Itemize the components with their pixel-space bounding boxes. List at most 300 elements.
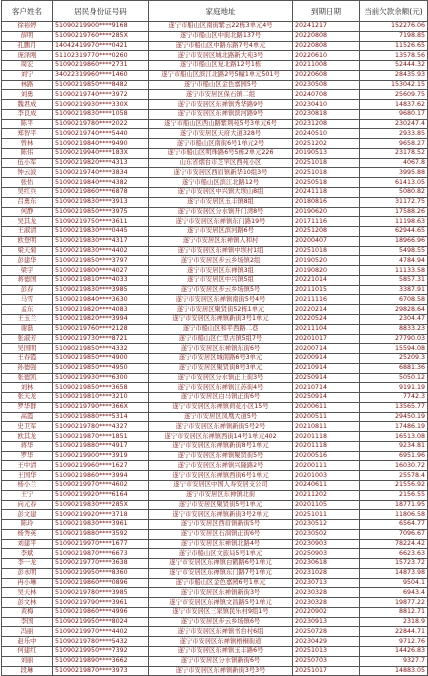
cell-amount: 61413.05 xyxy=(360,178,428,188)
cell-address: 遂宁市安居区东禅镇南街5号4号 xyxy=(149,295,293,305)
cell-due-date: 20230512 xyxy=(293,520,360,530)
cell-id-number: 51090219930****330X xyxy=(53,100,149,110)
cell-id-number: 51090219850****4950 xyxy=(53,363,149,373)
table-row xyxy=(2,314,428,324)
cell-address: 遂宁市安居区东禅镇梧桐街道 xyxy=(149,637,293,647)
table-row xyxy=(2,80,428,90)
table-row xyxy=(2,363,428,373)
cell-amount: 15594.08 xyxy=(360,344,428,354)
cell-amount: 9327.7 xyxy=(360,656,428,666)
cell-name: 薛明 xyxy=(2,31,53,41)
cell-due-date: 20190513 xyxy=(293,148,360,158)
cell-amount: 11133.58 xyxy=(360,266,428,276)
cell-address: 遂宁市安居区东禅镇书台村6组 xyxy=(149,627,293,637)
table-row xyxy=(2,100,428,110)
cell-id-number: 51090219860****0896 xyxy=(53,578,149,588)
cell-id-number: 51090219850****4900 xyxy=(53,354,149,364)
cell-id-number: 51090219950****8024 xyxy=(53,617,149,627)
cell-address: 遂宁市安居区东禅镇3组 xyxy=(149,266,293,276)
cell-name: 彭永明 xyxy=(2,568,53,578)
header-address: 家庭地址 xyxy=(149,1,293,22)
table-row xyxy=(2,22,428,32)
cell-id-number: 51090219830****4317 xyxy=(53,236,149,246)
cell-name: 伍小军 xyxy=(2,158,53,168)
cell-name: 徐裕婷 xyxy=(2,22,53,32)
table-body xyxy=(2,22,428,676)
cell-amount: 3387.91 xyxy=(360,285,428,295)
cell-due-date: 20201017 xyxy=(293,334,360,344)
table-row xyxy=(2,227,428,237)
cell-amount: 6623.63 xyxy=(360,549,428,559)
cell-id-number: 51090219800****4027 xyxy=(53,266,149,276)
cell-name: 刘建平 xyxy=(2,539,53,549)
cell-id-number: 51090219830****0445 xyxy=(53,227,149,237)
cell-name: 王春霞 xyxy=(2,354,53,364)
cell-name: 陈平 xyxy=(2,119,53,129)
cell-address: 遂宁市安居区步云乡场镇2组 xyxy=(149,256,293,266)
cell-address: 遂宁市安居区东禅镇新街3号1单元 xyxy=(149,314,293,324)
cell-due-date: 20251018 xyxy=(293,158,360,168)
cell-id-number: 51090219740****3834 xyxy=(53,168,149,178)
table-row xyxy=(2,354,428,364)
cell-due-date: 20251017 xyxy=(293,666,360,676)
cell-address: 遂宁市安居区中兴镇大坝山8组 xyxy=(149,188,293,198)
table-row xyxy=(2,217,428,227)
cell-due-date: 20190820 xyxy=(293,266,360,276)
cell-address: 遂宁市安居区聚贤街52栋1单元 xyxy=(149,305,293,315)
cell-amount: 6951.96 xyxy=(360,451,428,461)
cell-name: 王宁 xyxy=(2,490,53,500)
cell-name: 吴其龙 xyxy=(2,217,53,227)
cell-id-number: 51090219900****3919 xyxy=(53,451,149,461)
table-row xyxy=(2,344,428,354)
cell-amount: 14426.83 xyxy=(360,647,428,657)
cell-name: 王淑清 xyxy=(2,227,53,237)
cell-id-number: 51090219870****3973 xyxy=(53,666,149,676)
cell-amount: 62944.65 xyxy=(360,227,428,237)
cell-amount: 14837.62 xyxy=(360,100,428,110)
cell-name: 李斌 xyxy=(2,549,53,559)
cell-due-date: 20211008 xyxy=(293,61,360,71)
table-row xyxy=(2,412,428,422)
cell-id-number: 51090219810****3210 xyxy=(53,393,149,403)
cell-id-number: 51090219830****285X xyxy=(53,500,149,510)
cell-address: 遂宁市安居区东禅镇新街5号2号 xyxy=(149,422,293,432)
cell-name: 彭建华 xyxy=(2,256,53,266)
table-row xyxy=(2,31,428,41)
cell-amount: 13565.77 xyxy=(360,402,428,412)
cell-name: 彭文林 xyxy=(2,598,53,608)
cell-id-number: 51090219730****8721 xyxy=(53,334,149,344)
table-row xyxy=(2,90,428,100)
cell-due-date: 20220902 xyxy=(293,607,360,617)
cell-due-date: 20200516 xyxy=(293,451,360,461)
cell-due-date: 20220808 xyxy=(293,41,360,51)
cell-amount: 16030.72 xyxy=(360,461,428,471)
cell-due-date: 20221014 xyxy=(293,275,360,285)
table-row xyxy=(2,656,428,666)
table-row xyxy=(2,539,428,549)
cell-address: 遂宁市船山区中路东路7号4单元 xyxy=(149,41,293,51)
cell-name: 何建红 xyxy=(2,647,53,657)
cell-id-number: 51090219920****3718 xyxy=(53,510,149,520)
cell-due-date: 20241217 xyxy=(293,22,360,32)
table-row xyxy=(2,568,428,578)
cell-due-date: 20251013 xyxy=(293,647,360,657)
cell-id-number: 51090219830****3961 xyxy=(53,520,149,530)
cell-address: 遂宁市船山区滨江北路2号5幢1单元501号 xyxy=(149,70,293,80)
cell-due-date: 20201105 xyxy=(293,500,360,510)
cell-name: 郑智平 xyxy=(2,129,53,139)
cell-id-number: 51090219870****1851 xyxy=(53,432,149,442)
table-row xyxy=(2,461,428,471)
cell-name: 吴国明 xyxy=(2,344,53,354)
cell-due-date: 20230328 xyxy=(293,598,360,608)
cell-name: 冯丽 xyxy=(2,627,53,637)
cell-amount: 9658.27 xyxy=(360,139,428,149)
header-id-number: 居民身份证号码 xyxy=(53,1,149,22)
cell-due-date: 20250518 xyxy=(293,178,360,188)
table-row xyxy=(2,647,428,657)
cell-name: 高霞 xyxy=(2,412,53,422)
cell-name: 曾林 xyxy=(2,139,53,149)
cell-id-number: 51090219850****3797 xyxy=(53,256,149,266)
cell-id-number: 51090219820****4313 xyxy=(53,158,149,168)
cell-id-number: 51090219870****6673 xyxy=(53,549,149,559)
table-row xyxy=(2,510,428,520)
cell-due-date: 20230328 xyxy=(293,588,360,598)
table-row xyxy=(2,266,428,276)
cell-name: 李国 xyxy=(2,617,53,627)
cell-address: 遂宁市安居区分水镇开门湾8号 xyxy=(149,207,293,217)
cell-address: 遂宁市船山区中街北路137号 xyxy=(149,31,293,41)
table-row xyxy=(2,207,428,217)
cell-id-number: 51090219900****9168 xyxy=(53,22,149,32)
table-row xyxy=(2,70,428,80)
cell-id-number: 51102319770****0260 xyxy=(53,51,149,61)
table-row xyxy=(2,627,428,637)
cell-amount: 25609.75 xyxy=(360,90,428,100)
cell-address: 遂宁市安居区东禅镇北路4号 xyxy=(149,539,293,549)
cell-name: 杨小兰 xyxy=(2,480,53,490)
cell-name: 罗华群 xyxy=(2,402,53,412)
cell-address: 遂宁市安居区步云乡场镇6号 xyxy=(149,617,293,627)
cell-amount: 15723.72 xyxy=(360,559,428,569)
cell-amount: 25578.4 xyxy=(360,471,428,481)
table-row xyxy=(2,373,428,383)
cell-amount: 7096.67 xyxy=(360,529,428,539)
cell-address: 遂宁市安居区东禅镇荷花小区15号 xyxy=(149,402,293,412)
cell-due-date: 20230903 xyxy=(293,539,360,549)
cell-address: 遂宁市船山区明珠路6号5栋2单元226 xyxy=(149,148,293,158)
cell-amount: 28435.93 xyxy=(360,70,428,80)
cell-name: 杨秀英 xyxy=(2,529,53,539)
cell-address: 遂宁市船山区仁里古镇5组7号 xyxy=(149,334,293,344)
cell-address: 遂宁市安居区东禅镇东门路19号 xyxy=(149,217,293,227)
cell-due-date: 20171116 xyxy=(293,217,360,227)
cell-name: 刘丽 xyxy=(2,656,53,666)
table-row xyxy=(2,256,428,266)
cell-address: 遂宁市安居区东禅镇新街8号1单元 xyxy=(149,441,293,451)
cell-id-number: 51090219970****4402 xyxy=(53,627,149,637)
cell-due-date: 20180816 xyxy=(293,197,360,207)
cell-address: 遂宁市安居区东禅镇聚贤街5号 xyxy=(149,451,293,461)
cell-name: 孔鹏月 xyxy=(2,41,53,51)
cell-name: 钟云波 xyxy=(2,168,53,178)
cell-address: 遂宁市安居区滨河路6号 xyxy=(149,227,293,237)
cell-amount: 9191.19 xyxy=(360,383,428,393)
cell-address: 遂宁市安居区东禅镇人和村 xyxy=(149,236,293,246)
cell-id-number: 51090219820****4083 xyxy=(53,305,149,315)
cell-name: 向元春 xyxy=(2,500,53,510)
cell-id-number: 51090219950****8360 xyxy=(53,568,149,578)
cell-id-number: 51090219740****3972 xyxy=(53,90,149,100)
cell-amount: 3995.88 xyxy=(360,168,428,178)
cell-name: 何静 xyxy=(2,207,53,217)
cell-due-date: 20220610 xyxy=(293,51,360,61)
cell-due-date: 20251018 xyxy=(293,246,360,256)
cell-id-number: 51090219970****4602 xyxy=(53,480,149,490)
cell-address: 遂宁市安居区聚贤街5号1单元 xyxy=(149,500,293,510)
table-row xyxy=(2,236,428,246)
table-row xyxy=(2,598,428,608)
cell-due-date: 20201003 xyxy=(293,471,360,481)
table-row xyxy=(2,285,428,295)
cell-amount: 25209.3 xyxy=(360,354,428,364)
cell-due-date: 20240708 xyxy=(293,90,360,100)
table-row xyxy=(2,393,428,403)
cell-name: 王国华 xyxy=(2,471,53,481)
cell-amount: 52444.32 xyxy=(360,61,428,71)
cell-id-number: 51090219780****3985 xyxy=(53,588,149,598)
cell-id-number: 51090219780****5432 xyxy=(53,637,149,647)
cell-amount: 19877.22 xyxy=(360,598,428,608)
cell-address: 遂宁市安居区三家镇民乐村9组1号 xyxy=(149,607,293,617)
table-row xyxy=(2,480,428,490)
cell-due-date: 20230618 xyxy=(293,559,360,569)
cell-amount: 11198.63 xyxy=(360,217,428,227)
cell-amount: 27790.03 xyxy=(360,334,428,344)
cell-name: 彭春 xyxy=(2,285,53,295)
table-row xyxy=(2,148,428,158)
cell-due-date: 20211104 xyxy=(293,324,360,334)
cell-amount: 5050.12 xyxy=(360,373,428,383)
table-row xyxy=(2,334,428,344)
cell-address: 遂宁市安居区城南路6号3单元 xyxy=(149,354,293,364)
cell-name: 张佑 xyxy=(2,178,53,188)
cell-amount: 8833.23 xyxy=(360,324,428,334)
cell-name: 刘勇 xyxy=(2,90,53,100)
cell-id-number: 51090219850****3658 xyxy=(53,383,149,393)
cell-id-number: 51090219840****4382 xyxy=(53,178,149,188)
cell-address: 遂宁市安居区西眉镇新街5号 xyxy=(149,520,293,530)
cell-due-date: 20230913 xyxy=(293,617,360,627)
cell-amount: 17486.19 xyxy=(360,422,428,432)
cell-amount: 11806.58 xyxy=(360,510,428,520)
cell-name: 马雪 xyxy=(2,295,53,305)
cell-address: 遂宁市安居区东禅镇江苏街4号 xyxy=(149,383,293,393)
cell-name: 吴天林 xyxy=(2,588,53,598)
table-row xyxy=(2,471,428,481)
cell-amount: 18771.95 xyxy=(360,500,428,510)
cell-amount: 8812.71 xyxy=(360,607,428,617)
table-row xyxy=(2,188,428,198)
cell-due-date: 20210914 xyxy=(293,363,360,373)
cell-due-date: 20230429 xyxy=(293,637,360,647)
cell-amount: 7198.85 xyxy=(360,31,428,41)
cell-address: 遂宁市安居区东禅镇兴隆路2号 xyxy=(149,461,293,471)
cell-due-date: 20190520 xyxy=(293,256,360,266)
cell-address: 遂宁市安居区凤凰大道5号 xyxy=(149,412,293,422)
cell-id-number: 51090219970****1677 xyxy=(53,539,149,549)
cell-due-date: 20230713 xyxy=(293,578,360,588)
cell-amount: 9234.81 xyxy=(360,441,428,451)
table-row xyxy=(2,129,428,139)
cell-address: 遂宁市安居区玉丰镇8组 xyxy=(149,197,293,207)
cell-amount: 2304.47 xyxy=(360,314,428,324)
cell-due-date: 20230410 xyxy=(293,100,360,110)
cell-address: 遂宁市安居区聚贤街8号3单元 xyxy=(149,363,293,373)
table-row xyxy=(2,529,428,539)
cell-id-number: 51090219780****4327 xyxy=(53,422,149,432)
cell-name: 吕勇东 xyxy=(2,197,53,207)
cell-due-date: 20251018 xyxy=(293,168,360,178)
cell-id-number: 51090219960****1627 xyxy=(53,461,149,471)
cell-amount: 4784.94 xyxy=(360,256,428,266)
cell-amount: 153042.15 xyxy=(360,80,428,90)
table-row xyxy=(2,422,428,432)
cell-address: 遂宁市安居区东禅镇玉丰路6号 xyxy=(149,647,293,657)
cell-address: 遂宁市船山区南街紫云22栋3单元4号 xyxy=(149,22,293,32)
cell-name: 史卫军 xyxy=(2,422,53,432)
cell-address: 遂宁市安居区西眉镇新华10组3号 xyxy=(149,168,293,178)
cell-address: 遂宁市安居区天府大道328号 xyxy=(149,129,293,139)
cell-amount: 9680.17 xyxy=(360,109,428,119)
cell-id-number: 51090219760****2128 xyxy=(53,324,149,334)
cell-due-date: 20211116 xyxy=(293,295,360,305)
cell-address: 遂宁市安居区东禅镇秀华路9号 xyxy=(149,100,293,110)
table-row xyxy=(2,451,428,461)
cell-name: 梁天菊 xyxy=(2,246,53,256)
cell-due-date: 20201118 xyxy=(293,441,360,451)
cell-due-date: 20251011 xyxy=(293,510,360,520)
cell-id-number: 51090219810****4033 xyxy=(53,275,149,285)
cell-name: 黄梅 xyxy=(2,607,53,617)
cell-name: 蒋华 xyxy=(2,441,53,451)
cell-id-number: 51090219790****366X xyxy=(53,402,149,412)
cell-address: 遂宁市安居区东禅镇西街6号1单元 xyxy=(149,471,293,481)
cell-name: 刘林 xyxy=(2,383,53,393)
table-row xyxy=(2,41,428,51)
cell-name: 谢磊 xyxy=(2,324,53,334)
cell-address: 遂宁市安居区东禅镇新街3号3号 xyxy=(149,666,293,676)
cell-amount: 230247.4 xyxy=(360,119,428,129)
cell-address: 遂宁市船山区复北路12号1栋 xyxy=(149,61,293,71)
cell-due-date: 20190620 xyxy=(293,207,360,217)
cell-due-date: 20230502 xyxy=(293,529,360,539)
cell-name: 张淑芳 xyxy=(2,334,53,344)
cell-amount: 2318.9 xyxy=(360,617,428,627)
cell-name: 张天龙 xyxy=(2,393,53,403)
cell-due-date: 20250914 xyxy=(293,393,360,403)
cell-id-number: 51090219780****2022 xyxy=(53,119,149,129)
cell-due-date: 20210714 xyxy=(293,383,360,393)
cell-name: 彭文建 xyxy=(2,510,53,520)
cell-name: 王中清 xyxy=(2,461,53,471)
cell-due-date: 20200511 xyxy=(293,412,360,422)
cell-address: 遂宁市安居区东禅镇东街6号 xyxy=(149,344,293,354)
cell-id-number: 51090219850****4332 xyxy=(53,344,149,354)
cell-name: 欧其龙 xyxy=(2,432,53,442)
cell-amount: 13578.56 xyxy=(360,51,428,61)
cell-name: 赵乐中 xyxy=(2,637,53,647)
cell-amount: 5080.82 xyxy=(360,188,428,198)
cell-address: 遂宁市船山区文旅局5号1单元 xyxy=(149,549,293,559)
table-row xyxy=(2,559,428,569)
cell-name: 刘宁 xyxy=(2,70,53,80)
cell-id-number: 51090219740****5440 xyxy=(53,129,149,139)
cell-amount: 18966.96 xyxy=(360,236,428,246)
cell-id-number: 51090219770****3638 xyxy=(53,559,149,569)
cell-id-number: 51090219860****2731 xyxy=(53,61,149,71)
cell-id-number: 51090219880****5314 xyxy=(53,412,149,422)
cell-due-date: 20250703 xyxy=(293,656,360,666)
cell-due-date: 20200111 xyxy=(293,461,360,471)
cell-due-date: 20220608 xyxy=(293,70,360,80)
cell-name: 陈伟 xyxy=(2,148,53,158)
cell-name: 庞泽刚 xyxy=(2,51,53,61)
cell-id-number: 51090219820****3994 xyxy=(53,314,149,324)
cell-name: 吴红兵 xyxy=(2,188,53,198)
cell-address: 遂宁市船山区滨江北路12号 xyxy=(149,178,293,188)
cell-due-date: 20210811 xyxy=(293,422,360,432)
table-header xyxy=(2,1,428,22)
table-row xyxy=(2,275,428,285)
table-row xyxy=(2,637,428,647)
cell-amount: 11526.65 xyxy=(360,41,428,51)
cell-due-date: 20250914 xyxy=(293,373,360,383)
header-amount: 当前欠款余额(元) xyxy=(360,1,428,22)
header-name: 客户姓名 xyxy=(2,1,53,22)
cell-address: 遂宁市船山区南街6号1单元2号 xyxy=(149,139,293,149)
cell-id-number: 51090219850****3975 xyxy=(53,207,149,217)
cell-name: 段琳 xyxy=(2,666,53,676)
table-row xyxy=(2,441,428,451)
table-row xyxy=(2,178,428,188)
table-row xyxy=(2,158,428,168)
cell-due-date: 20220808 xyxy=(293,31,360,41)
cell-amount: 9712.76 xyxy=(360,637,428,647)
cell-name: 陈玲 xyxy=(2,520,53,530)
cell-amount: 22844.71 xyxy=(360,627,428,637)
cell-address: 遂宁市安居区东禅镇新街3号 xyxy=(149,588,293,598)
cell-amount: 14883.05 xyxy=(360,666,428,676)
cell-amount: 6564.77 xyxy=(360,520,428,530)
cell-id-number: 51090219830****4402 xyxy=(53,246,149,256)
cell-amount: 78224.42 xyxy=(360,539,428,549)
table-row xyxy=(2,578,428,588)
cell-id-number: 51090219860****4996 xyxy=(53,607,149,617)
table-row xyxy=(2,520,428,530)
table-row xyxy=(2,549,428,559)
cell-address: 遂宁市船山区金色嘉园5号 xyxy=(149,80,293,90)
cell-name: 王玉兰 xyxy=(2,314,53,324)
table-row xyxy=(2,383,428,393)
cell-due-date: 20211202 xyxy=(293,490,360,500)
cell-id-number: 51090219860****3994 xyxy=(53,471,149,481)
cell-id-number: 34022319960****1460 xyxy=(53,70,149,80)
cell-name: 孟东 xyxy=(2,305,53,315)
